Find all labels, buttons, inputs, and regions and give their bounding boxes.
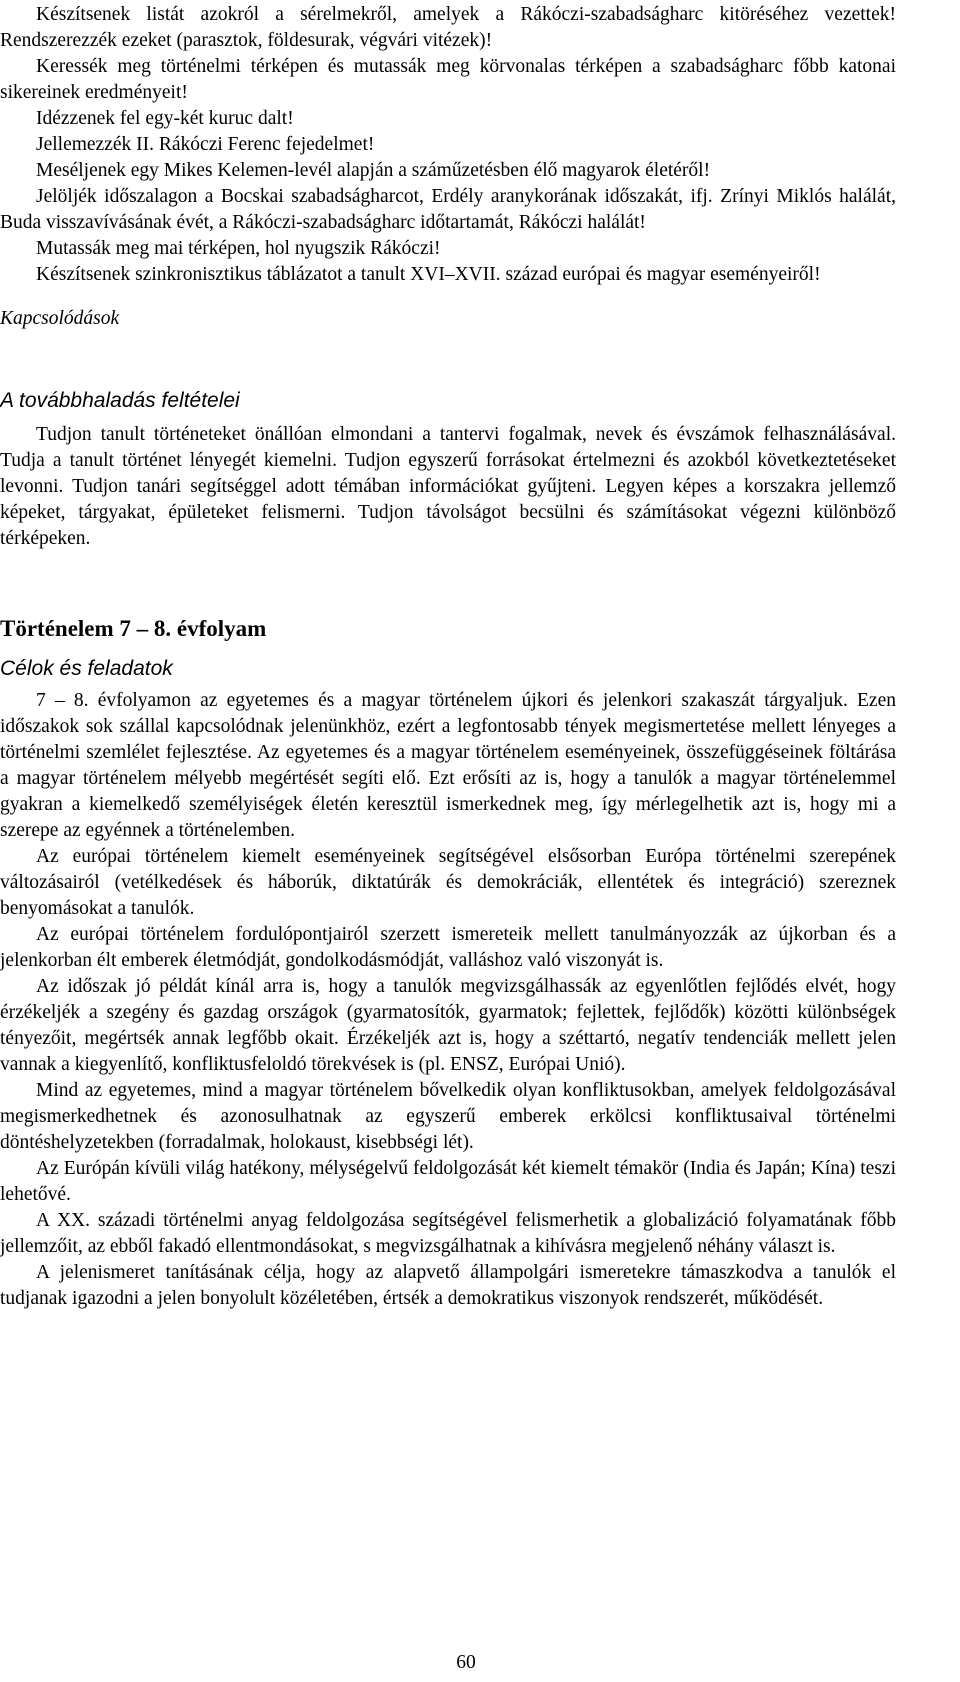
task-item: Jellemezzék II. Rákóczi Ferenc fejedelmet! <box>36 134 375 155</box>
task-item: Meséljenek egy Mikes Kelemen-levél alapján a száműzetésben élő magyarok életéről! <box>36 160 711 181</box>
conditions-heading: A továbbhaladás feltételei <box>0 389 240 412</box>
task-item: Készítsenek szinkronisztikus táblázatot a tanult XVI–XVII. század európai és magyar eseményeiről! <box>36 264 821 285</box>
body-paragraph: Mind az egyetemes, mind a magyar történelem bővelkedik olyan konfliktusokban, amelyek feldolgozásával megismerkedhetnek és azonosulhatnak az egyszerű emberek erkölcsi konfliktusaival történelmi döntéshelyzetekben (forradalmak, holokaust, kisebbségi lét). <box>0 1080 896 1153</box>
page-number: 60 <box>456 1652 476 1673</box>
connections-label: Kapcsolódások <box>0 308 120 329</box>
body-paragraph: Az Európán kívüli világ hatékony, mélységelvű feldolgozását két kiemelt témakör (India és Japán; Kína) teszi lehetővé. <box>0 1158 896 1205</box>
section-title: Történelem 7 – 8. évfolyam <box>0 616 267 641</box>
goals-heading: Célok és feladatok <box>0 657 173 680</box>
page-content <box>0 2 896 1312</box>
task-item: Jelöljék időszalagon a Bocskai szabadságharcot, Erdély aranykorának időszakát, ifj. Zrínyi Miklós halálát, Buda visszavívásának évét, a Rákóczi-szabadságharc időtartamát, Rákóczi halálát! <box>0 186 896 233</box>
body-paragraph: Az európai történelem kiemelt eseményeinek segítségével elsősorban Európa történelmi szerepének változásairól (vetélkedések és háborúk, diktatúrák és demokráciák, ellentétek és integráció) szereznek benyomásokat a tanulók. <box>0 846 896 919</box>
body-paragraph: A jelenismeret tanításának célja, hogy az alapvető állampolgári ismeretekre támaszkodva a tanulók el tudjanak igazodni a jelen bonyolult közéletében, értsék a demokratikus viszonyok rendszerét, működését. <box>0 1262 896 1309</box>
task-item: Készítsenek listát azokról a sérelmekről, amelyek a Rákóczi-szabadságharc kitöréséhez vezettek! Rendszerezzék ezeket (parasztok, földesurak, végvári vitézek)! <box>0 4 896 51</box>
task-item: Idézzenek fel egy-két kuruc dalt! <box>36 108 294 129</box>
task-item: Mutassák meg mai térképen, hol nyugszik Rákóczi! <box>36 238 441 259</box>
body-paragraph: Az időszak jó példát kínál arra is, hogy a tanulók megvizsgálhassák az egyenlőtlen fejlődés elvét, hogy érzékeljék a szegény és gazdag országok (gyarmatosítók, gyarmatok; fejlettek, fejlődők) közötti különbségek tényezőit, megértsék annak legfőbb okait. Érzékeljék azt is, hogy a széttartó, negatív tendenciák mellett jelen vannak a kiegyenlítő, konfliktusfeloldó törekvések is (pl. ENSZ, Európai Unió). <box>0 976 896 1075</box>
body-paragraph: 7 – 8. évfolyamon az egyetemes és a magyar történelem újkori és jelenkori szakaszát tárgyaljuk. Ezen időszakok sok szállal kapcsolódnak jelenünkhöz, ezért a legfontosabb tények megismertetése mellett lényeges a történelmi szemlélet fejlesztése. Az egyetemes és a magyar történelem eseményeinek, összefüggéseinek föltárása a magyar történelem mélyebb megértését segíti elő. Ezt erősíti az is, hogy a tanulók a magyar történelemmel gyakran a kiemelkedő személyiségek életén keresztül ismerkednek meg, így mérlegelhetik azt is, hogy mi a szerepe az egyénnek a történelemben. <box>0 690 896 841</box>
task-item: Keressék meg történelmi térképen és mutassák meg körvonalas térképen a szabadságharc főbb katonai sikereinek eredményeit! <box>0 56 896 103</box>
conditions-text: Tudjon tanult történeteket önállóan elmondani a tantervi fogalmak, nevek és évszámok felhasználásával. Tudja a tanult történet lényegét kiemelni. Tudjon egyszerű forrásokat értelmezni és azokból következtetéseket levonni. Tudjon tanári segítséggel adott témában információkat gyűjteni. Legyen képes a korszakra jellemző képeket, tárgyakat, épületeket felismerni. Tudjon távolságot becsülni és számításokat végezni különböző térképeken. <box>0 424 896 549</box>
body-paragraph: Az európai történelem fordulópontjairól szerzett ismereteik mellett tanulmányozzák az újkorban és a jelenkorban élt emberek életmódját, gondolkodásmódját, valláshoz való viszonyát is. <box>0 924 896 971</box>
body-paragraph: A XX. századi történelmi anyag feldolgozása segítségével felismerhetik a globalizáció folyamatának főbb jellemzőit, az ebből fakadó ellentmondásokat, s megvizsgálhatnak a kihívásra megjelenő néhány választ is. <box>0 1210 896 1257</box>
